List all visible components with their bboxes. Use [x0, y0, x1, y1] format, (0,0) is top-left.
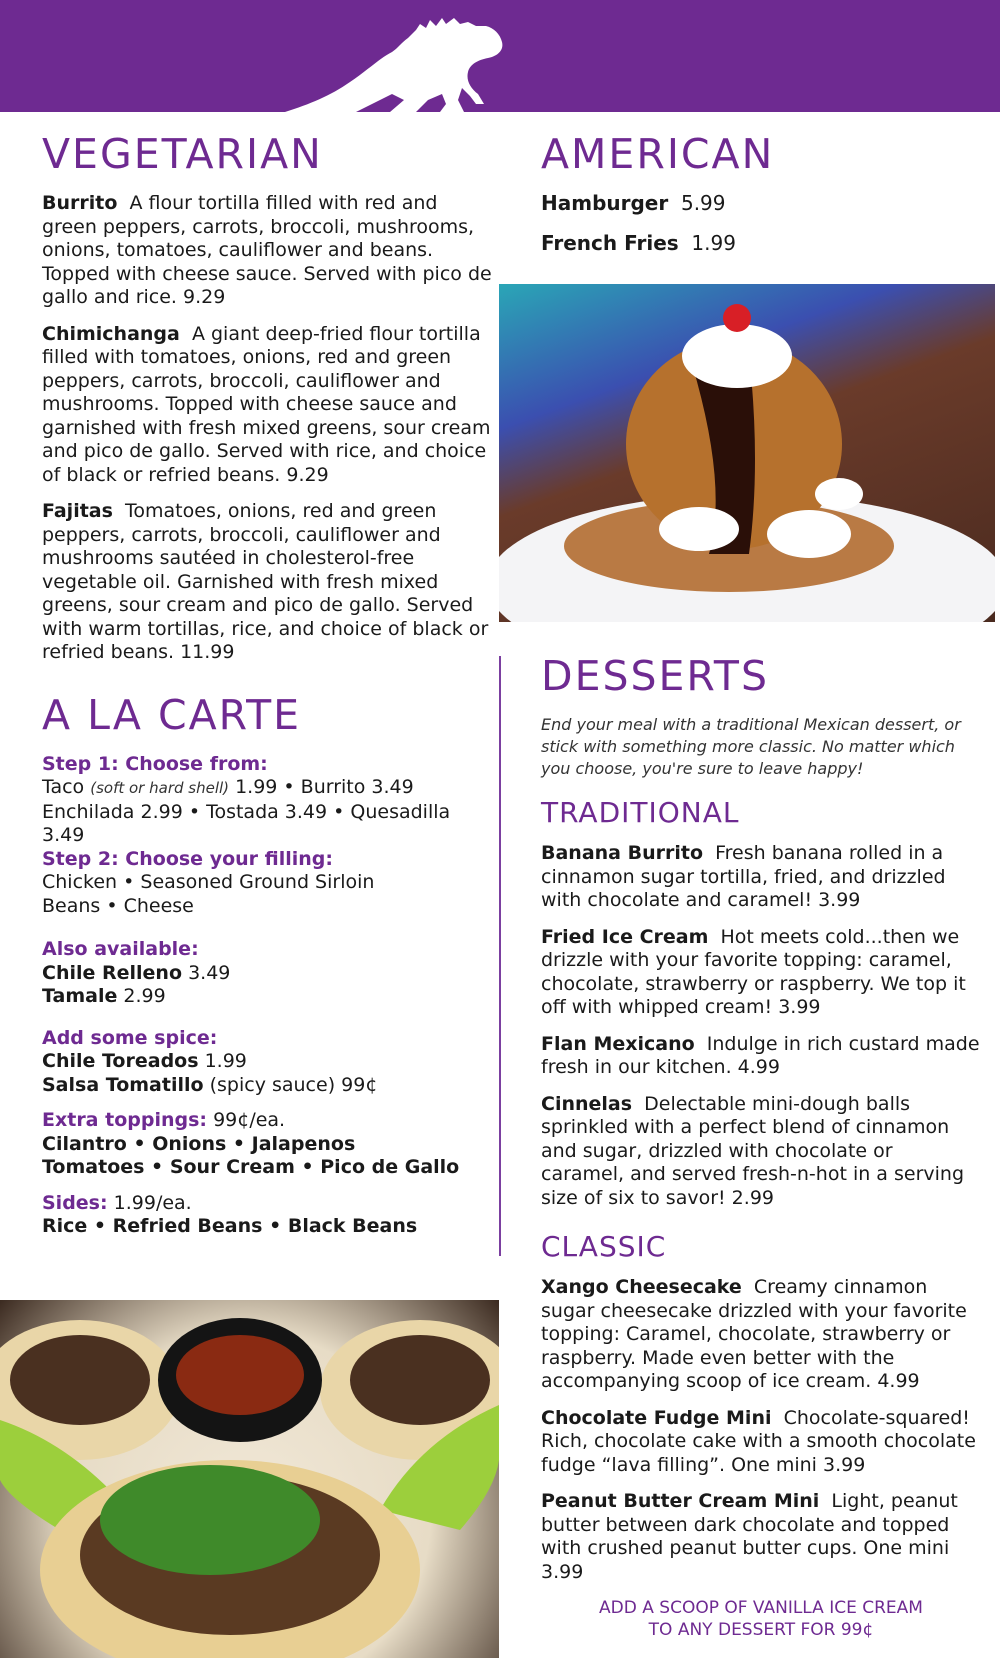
column-divider — [499, 656, 501, 1256]
item-desc: A flour tortilla filled with red and green peppers, carrots, broccoli, mushrooms, onions, tomatoes, cauliflower and beans. Topped with cheese sauce. Served with pico de gallo and rice. 9.29 — [42, 192, 492, 308]
item-name: French Fries — [541, 230, 679, 255]
item-name: Tamale — [42, 985, 118, 1007]
item-price: 1.99 — [204, 1050, 247, 1072]
alacarte-section — [42, 753, 492, 1239]
fried-ice-cream-illustration — [499, 284, 995, 622]
item-name: Chile Relleno — [42, 961, 183, 984]
alacarte-heading: A LA CARTE — [42, 690, 302, 739]
spice-item — [42, 1050, 492, 1074]
item-desc: Chocolate-squared! Rich, chocolate cake with a smooth chocolate fudge “lava filling”. One mini 3.99 — [541, 1406, 976, 1476]
tacos-photo — [0, 1300, 499, 1658]
item-price: 1.99 — [691, 230, 736, 255]
item-name: Flan Mexicano — [541, 1032, 695, 1055]
also-item — [42, 985, 492, 1009]
step2-label: Step 2: Choose your filling: — [42, 847, 333, 870]
sides-price: 1.99/ea. — [113, 1191, 192, 1214]
step1-line2: Enchilada 2.99 • Tostada 3.49 • Quesadilla 3.49 — [42, 800, 451, 846]
step2-line2: Beans • Cheese — [42, 894, 194, 917]
vegetarian-heading: VEGETARIAN — [42, 130, 323, 178]
toppings-line1: Cilantro • Onions • Jalapenos — [42, 1132, 356, 1155]
item-name: Chocolate Fudge Mini — [541, 1406, 772, 1429]
desserts-heading: DESSERTS — [541, 652, 770, 700]
menu-item-burrito — [42, 192, 492, 310]
iguana-logo-icon — [280, 8, 510, 114]
menu-item-fajitas — [42, 500, 492, 665]
item-price: 5.99 — [680, 191, 726, 215]
sides-header — [42, 1192, 492, 1216]
taco-label: Taco — [42, 776, 85, 798]
dessert-item — [541, 842, 981, 913]
ice-cream-addon-note — [541, 1597, 981, 1641]
item-desc: Creamy cinnamon sugar cheesecake drizzled with your favorite topping: Caramel, chocolate, strawberry or raspberry. Made even better with the accompanying scoop of ice cream. 4.99 — [541, 1276, 967, 1392]
item-desc: Light, peanut butter between dark chocolate and topped with crushed peanut butter cups. One mini 3.99 — [541, 1490, 958, 1583]
item-price: 3.49 — [188, 961, 231, 984]
dessert-item — [541, 1093, 981, 1211]
left-column — [42, 130, 492, 1239]
footer-line1: ADD A SCOOP OF VANILLA ICE CREAM — [599, 1598, 923, 1618]
item-name: Burrito — [42, 192, 118, 214]
spice-label: Add some spice: — [42, 1026, 218, 1049]
dessert-item — [541, 1490, 981, 1584]
also-item — [42, 962, 492, 986]
item-name: Xango Cheesecake — [541, 1276, 742, 1298]
right-column — [541, 130, 981, 268]
menu-item-french-fries — [541, 232, 981, 256]
menu-item-hamburger — [541, 192, 981, 216]
desserts-intro: End your meal with a traditional Mexican dessert, or stick with something more classic. No matter which you choose, you're sure to leave happy! — [541, 715, 961, 778]
toppings-label: Extra toppings: — [42, 1109, 208, 1131]
desserts-column — [541, 652, 981, 1597]
item-desc: Delectable mini-dough balls sprinkled with a perfect blend of cinnamon and sugar, drizzled with chocolate or caramel, and served fresh-n-hot in a serving size of six to savor! 2.99 — [541, 1092, 965, 1209]
step1-line1-rest: 1.99 • Burrito 3.49 — [235, 776, 414, 798]
step2-line1: Chicken • Seasoned Ground Sirloin — [42, 871, 375, 893]
spice-item — [42, 1074, 492, 1098]
item-desc: Tomatoes, onions, red and green peppers, carrots, broccoli, cauliflower and mushrooms sautéed in cholesterol-free vegetable oil. Garnished with fresh mixed greens, sour cream and pico de gallo. Served with warm tortillas, rice, and choice of black or refried beans. 11.99 — [42, 500, 489, 663]
item-name: Hamburger — [541, 191, 669, 215]
tacos-illustration — [0, 1300, 499, 1658]
item-name: Chile Toreados — [42, 1050, 199, 1072]
step1-line1 — [42, 776, 492, 801]
item-name: Chimichanga — [42, 322, 180, 345]
toppings-price: 99¢/ea. — [213, 1109, 286, 1131]
dessert-item — [541, 926, 981, 1020]
item-name: Fried Ice Cream — [541, 925, 709, 948]
toppings-header — [42, 1109, 492, 1133]
classic-heading: CLASSIC — [541, 1230, 667, 1263]
item-name: Banana Burrito — [541, 842, 704, 864]
item-name: Cinnelas — [541, 1092, 633, 1115]
menu-item-chimichanga — [42, 323, 492, 488]
header-banner — [0, 0, 1000, 112]
item-price: 2.99 — [123, 985, 166, 1007]
item-desc: Hot meets cold...then we drizzle with your favorite topping: caramel, chocolate, strawberry or raspberry. We top it off with whipped cream! 3.99 — [541, 925, 966, 1018]
item-name: Peanut Butter Cream Mini — [541, 1490, 820, 1512]
dessert-item — [541, 1033, 981, 1080]
american-heading: AMERICAN — [541, 130, 775, 178]
traditional-heading: TRADITIONAL — [541, 796, 740, 829]
fried-ice-cream-photo — [499, 284, 995, 622]
item-desc: A giant deep-fried flour tortilla filled with tomatoes, onions, red and green peppers, carrots, broccoli, cauliflower and mushrooms. Topped with cheese sauce and garnished with fresh mixed greens, sour cream and pico de gallo. Served with rice, and choice of black or refried beans. 9.29 — [42, 322, 491, 486]
item-name: Salsa Tomatillo — [42, 1073, 204, 1096]
item-desc: Fresh banana rolled in a cinnamon sugar tortilla, fried, and drizzled with chocolate and caramel! 3.99 — [541, 842, 946, 911]
also-label: Also available: — [42, 938, 199, 960]
step1-label: Step 1: Choose from: — [42, 752, 268, 775]
toppings-line2: Tomatoes • Sour Cream • Pico de Gallo — [42, 1156, 460, 1178]
item-price: (spicy sauce) 99¢ — [209, 1073, 378, 1096]
sides-label: Sides: — [42, 1191, 108, 1214]
item-name: Fajitas — [42, 500, 113, 522]
dessert-item — [541, 1407, 981, 1478]
sides-line: Rice • Refried Beans • Black Beans — [42, 1215, 418, 1237]
footer-line2: TO ANY DESSERT FOR 99¢ — [648, 1620, 874, 1640]
dessert-item — [541, 1276, 981, 1394]
item-desc: Indulge in rich custard made fresh in our kitchen. 4.99 — [541, 1032, 980, 1078]
taco-shell-note: (soft or hard shell) — [90, 779, 230, 797]
